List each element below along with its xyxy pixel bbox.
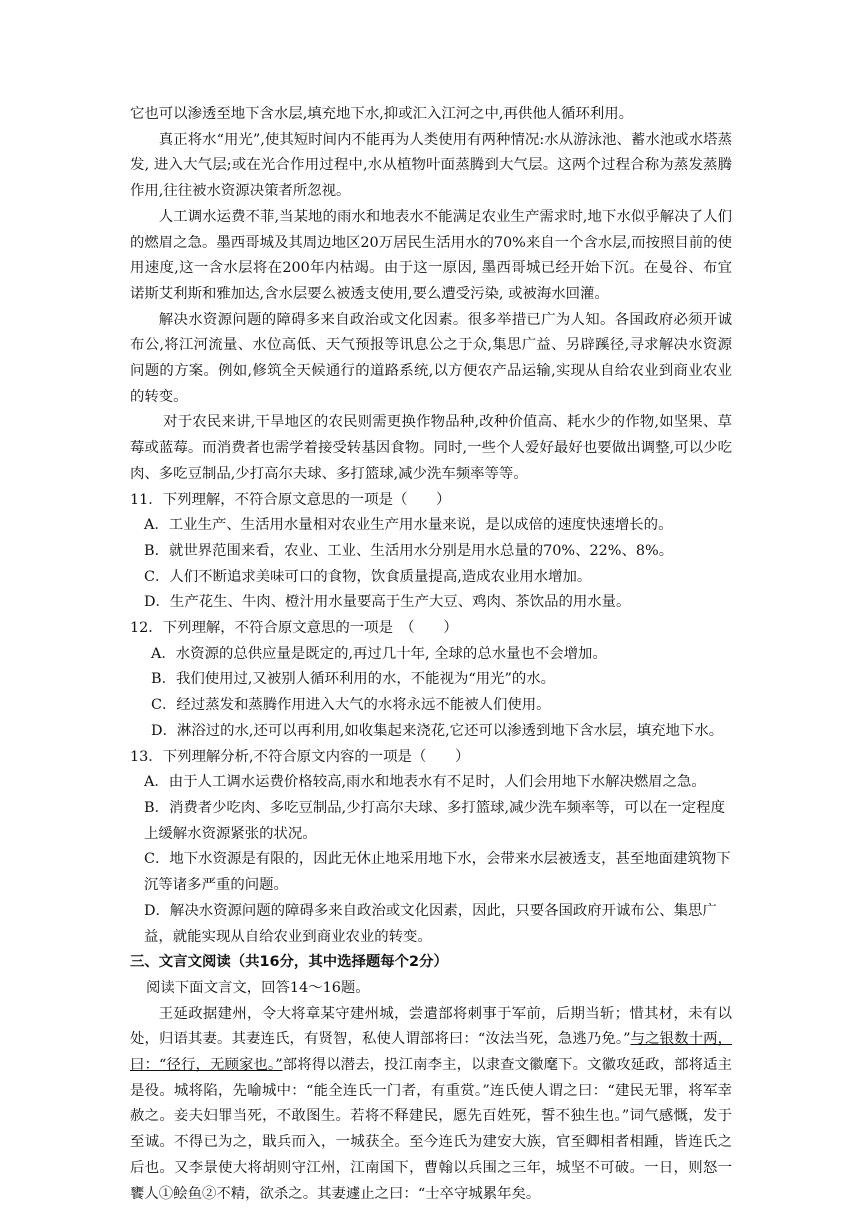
option-b: B．就世界范围来看，农业、工业、生活用水分别是用水总量的70%、22%、8%。 <box>144 542 674 559</box>
option-a: A．工业生产、生活用水量相对农业生产用水量来说，是以成倍的速度快速增长的。 <box>144 517 673 534</box>
option-d: D．淋浴过的水,还可以再利用,如收集起来浇花,它还可以渗透到地下含水层，填充地下水。 <box>151 722 724 739</box>
question-stem: 13．下列理解分析,不符合原文内容的一项是（ ） <box>130 748 470 765</box>
passage-paragraph-4: 对于农民来讲,干旱地区的农民则需更换作物品种,改种价值高、耗水少的作物,如坚果、草莓或蓝莓。而消费者也需学着接受转基因食物。同时,一些个人爱好最好也要做出调整,可以少吃肉、多吃豆制品,少打高尔夫球、多打篮球,减少洗车频率等等。 <box>130 414 732 482</box>
exam-page <box>130 102 732 1207</box>
passage-paragraph-1: 真正将水“用光”,使其短时间内不能再为人类使用有两种情况:水从游泳池、蓄水池或水塔蒸发, 进入大气层;或在光合作用过程中,水从植物叶面蒸腾到大气层。这两个过程合称为蒸发蒸腾作用,往往被水资源决策者所忽视。 <box>130 131 732 200</box>
classical-text-part-b: 部将得以潜去，投江南李主，以隶查文徽麾下。文徽攻延政，部将适主是役。城将陷，先喻城中：“能全连氏一门者，有重赏。”连氏使人谓之曰：“建民无罪，将军幸赦之。妾夫妇罪当死，不敢图生。若将不释建民，愿先百姓死，誓不独生也。”词气感慨，发于至诚。不得已为之，戢兵而入，一城获全。至今连氏为建安大族，官至卿相者相踵，皆连氏之后也。又李景使大将胡则守江州，江南国下，曹翰以兵围之三年，城坚不可破。一日，则怒一饔人①鲙鱼②不精，欲杀之。其妻遽止之曰：“士卒守城累年矣。 <box>130 1057 732 1202</box>
option-c: C．地下水资源是有限的，因此无休止地采用地下水，会带来水层被透支，甚至地面建筑物下沉等诸多严重的问题。 <box>144 851 731 894</box>
passage-paragraph-3: 解决水资源问题的障碍多来自政治或文化因素。很多举措已广为人知。各国政府必须开诚布公,将江河流量、水位高低、天气预报等讯息公之于众,集思广益、另辟蹊径,寻求解决水资源问题的方案。例如,修筑全天候通行的道路系统,以方便农产品运输,实现从自给农业到商业农业的转变。 <box>130 311 732 405</box>
option-a: A．由于人工调水运费价格较高,雨水和地表水有不足时，人们会用地下水解决燃眉之急。 <box>144 774 706 791</box>
question-stem: 12．下列理解，不符合原文意思的一项是 （ ） <box>130 620 458 637</box>
underlined-sentence: 与之银数十两，曰：“径行，无顾家也。” <box>130 1031 732 1074</box>
classical-text <box>130 1002 732 1208</box>
section-instructions: 阅读下面文言文，回答14～16题。 <box>146 979 370 996</box>
classical-text-part-a: 王延政据建州，令大将章某守建州城，尝遣部将刺事于军前，后期当斩；惜其材，未有以处，归语其妻。其妻连氏，有贤智，私使人谓部将曰：“汝法当死，急逃乃免。” <box>130 1005 732 1048</box>
option-b: B．我们使用过,又被别人循环利用的水，不能视为“用光”的水。 <box>151 671 556 688</box>
question-12 <box>130 616 732 745</box>
option-a: A．水资源的总供应量是既定的,再过几十年, 全球的总水量也不会增加。 <box>151 645 607 662</box>
section-title: 三、文言文阅读（共16分，其中选择题每个2分） <box>130 954 448 971</box>
option-d: D．生产花生、牛肉、橙汁用水量要高于生产大豆、鸡肉、茶饮品的用水量。 <box>144 594 631 611</box>
question-stem: 11．下列理解，不符合原文意思的一项是（ ） <box>130 491 451 508</box>
passage-paragraph-0: 它也可以渗透至地下含水层,填充地下水,抑或汇入江河之中,再供他人循环利用。 <box>130 106 634 122</box>
passage-paragraph-2: 人工调水运费不菲,当某地的雨水和地表水不能满足农业生产需求时,地下水似乎解决了人们的燃眉之急。墨西哥城及其周边地区20万居民生活用水的70%来自一个含水层,而按照目前的使用速度,这一含水层将在200年内枯竭。由于这一原因, 墨西哥城已经开始下沉。在曼谷、布宜诺斯艾利斯和雅加达,含水层要么被透支使用,要么遭受污染, 或被海水回灌。 <box>130 208 732 302</box>
question-13 <box>130 745 732 951</box>
option-d: D．解决水资源问题的障碍多来自政治或文化因素，因此，只要各国政府开诚布公、集思广益，就能实现从自给农业到商业农业的转变。 <box>144 902 717 945</box>
option-c: C．经过蒸发和蒸腾作用进入大气的水将永远不能被人们使用。 <box>151 697 551 714</box>
option-b: B．消费者少吃肉、多吃豆制品,少打高尔夫球、多打篮球,减少洗车频率等，可以在一定程度上缓解水资源紧张的状况。 <box>144 799 725 842</box>
option-c: C．人们不断追求美味可口的食物，饮食质量提高,造成农业用水增加。 <box>144 568 592 585</box>
question-11 <box>130 488 732 617</box>
